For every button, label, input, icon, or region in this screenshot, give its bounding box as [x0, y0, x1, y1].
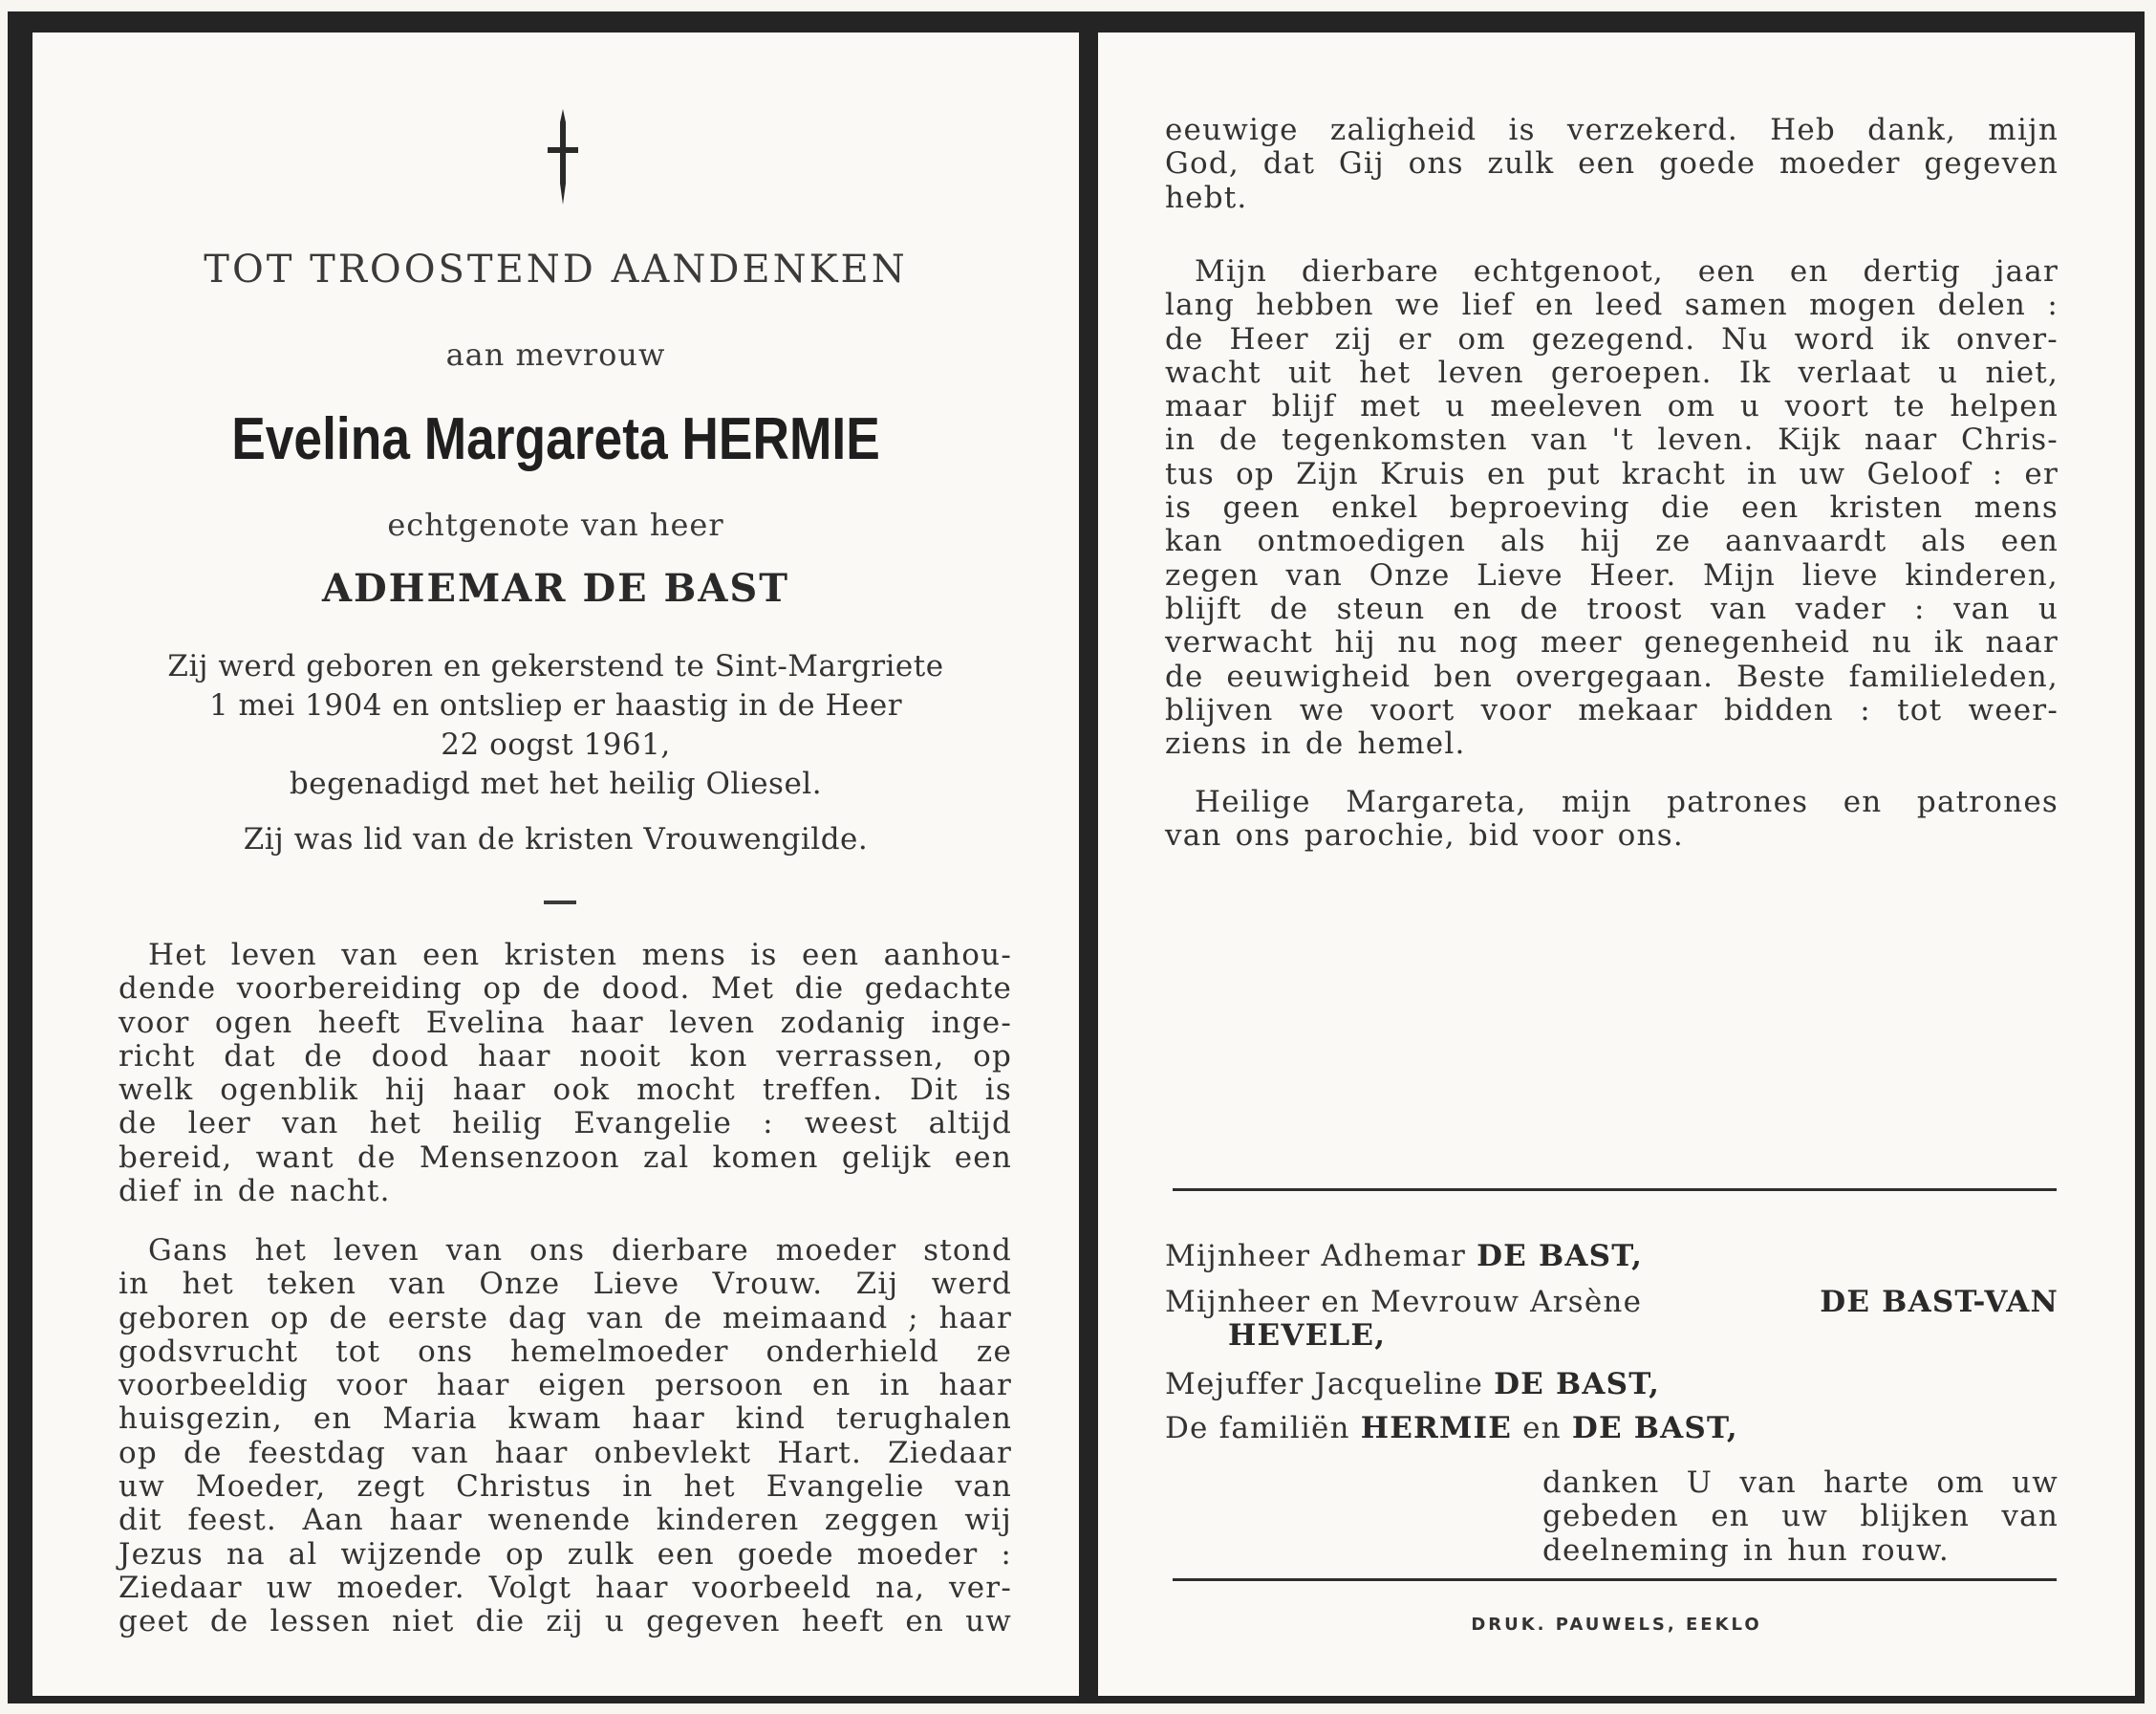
family-surname: DE BAST,	[1477, 1239, 1644, 1273]
cross-icon	[544, 109, 582, 205]
birth-line: begenadigd met het heilig Oliesel.	[289, 767, 823, 801]
text-line: geet de lessen niet die zij u gegeven heeft en uw	[119, 1604, 1012, 1639]
thanks-text	[1542, 1466, 2059, 1568]
right-page	[1098, 33, 2135, 1696]
family-line	[1165, 1285, 2059, 1319]
text-line: maar blijf met u meeleven om u voort te helpen	[1165, 389, 2059, 424]
text-line: voorbeeldig voor haar eigen persoon en in haar	[119, 1368, 1012, 1403]
left-page	[32, 33, 1079, 1696]
text-line: hebt.	[1165, 180, 1248, 215]
family-surname: HEVELE,	[1228, 1318, 1387, 1353]
birth-line: 22 oogst 1961,	[441, 727, 671, 762]
text-line: in het teken van Onze Lieve Vrouw. Zij werd	[119, 1267, 1012, 1302]
text-line: Heilige Margareta, mijn patrones en patrones	[1195, 785, 2059, 819]
printer-credit: DRUK. PAUWELS, EEKLO	[1471, 1615, 1762, 1635]
text-line: danken U van harte om uw	[1542, 1465, 2059, 1500]
spouse-of-label: echtgenote van heer	[387, 507, 724, 543]
text-line: Gans het leven van ons dierbare moeder stond	[148, 1233, 1012, 1268]
family-line	[1165, 1239, 2059, 1273]
text-line: Het leven van een kristen mens is een aanhou-	[148, 938, 1012, 972]
text-line: Jezus na al wijzende op zulk een goede moeder :	[119, 1536, 1012, 1572]
deceased-name: Evelina Margareta HERMIE	[231, 406, 880, 472]
family-line	[1165, 1411, 2059, 1445]
family-line	[1228, 1318, 2122, 1353]
text-line: dende voorbereiding op de dood. Met die gedachte	[119, 971, 1012, 1007]
text-line: van ons parochie, bid voor ons.	[1165, 818, 1684, 854]
family-line	[1165, 1367, 2059, 1401]
family-surname: DE BAST-VAN	[1820, 1285, 2059, 1319]
paragraph-right-1	[1165, 114, 2059, 215]
family-surname: DE BAST,	[1571, 1411, 1738, 1445]
family-text: Mijnheer Adhemar	[1165, 1239, 1477, 1273]
text-line: in de tegenkomsten van 't leven. Kijk naar Chris-	[1165, 423, 2059, 458]
text-line: dit feest. Aan haar wenende kinderen zeggen wij	[119, 1503, 1012, 1538]
birth-line: 1 mei 1904 en ontsliep er haastig in de Heer	[208, 688, 903, 723]
text-line: welk ogenblik hij haar ook mocht treffen. Dit is	[119, 1073, 1012, 1108]
paragraph-right-3	[1165, 786, 2059, 854]
text-line: Ziedaar uw moeder. Volgt haar voorbeeld na, ver-	[119, 1570, 1012, 1605]
text-line: is geen enkel beproeving die een kristen mens	[1165, 490, 2059, 526]
paragraph-left-2	[119, 1234, 1012, 1639]
paragraph-left-1	[119, 939, 1012, 1208]
birth-death-text	[32, 647, 1079, 804]
paragraph-right-2	[1165, 255, 2059, 761]
family-surname: HERMIE	[1360, 1411, 1513, 1445]
text-line: gebeden en uw blijken van	[1542, 1499, 2059, 1534]
text-line: richt dat de dood haar nooit kon verrassen, op	[119, 1038, 1012, 1074]
text-line: verwacht hij nu nog meer genegenheid nu ik naar	[1165, 625, 2059, 661]
guild-membership: Zij was lid van de kristen Vrouwengilde.	[243, 822, 869, 857]
text-line: lang hebben we lief en leed samen mogen delen :	[1165, 288, 2059, 323]
text-line: de eeuwigheid ben overgegaan. Beste familieleden,	[1165, 659, 2059, 694]
family-text: Mijnheer en Mevrouw Arsène	[1165, 1285, 1643, 1319]
divider-dash	[544, 900, 576, 904]
text-line: God, dat Gij ons zulk een goede moeder gegeven	[1165, 146, 2059, 182]
text-line: ziens in de hemel.	[1165, 727, 1466, 762]
divider-rule	[1173, 1578, 2057, 1581]
text-line: wacht uit het leven geroepen. Ik verlaat u niet,	[1165, 355, 2059, 390]
text-line: blijft de steun en de troost van vader : van u	[1165, 591, 2059, 626]
to-mrs-label: aan mevrouw	[445, 336, 666, 373]
text-line: uw Moeder, zegt Christus in het Evangelie van	[119, 1469, 1012, 1505]
text-line: huisgezin, en Maria kwam haar kind terughalen	[119, 1401, 1012, 1437]
text-line: geboren op de eerste dag van de meimaand ; haar	[119, 1300, 1012, 1335]
text-line: op de feestdag van haar onbevlekt Hart. Ziedaar	[119, 1435, 1012, 1470]
divider-rule	[1173, 1188, 2057, 1191]
text-line: zegen van Onze Lieve Heer. Mijn lieve kinderen,	[1165, 557, 2059, 593]
birth-line: Zij werd geboren en gekerstend te Sint-Margriete	[167, 649, 944, 683]
text-line: godsvrucht tot ons hemelmoeder onderhield ze	[119, 1334, 1012, 1369]
text-line: de Heer zij er om gezegend. Nu word ik onver-	[1165, 321, 2059, 357]
text-line: dief in de nacht.	[119, 1174, 391, 1209]
text-line: voor ogen heeft Evelina haar leven zodanig inge-	[119, 1005, 1012, 1040]
text-line: eeuwige zaligheid is verzekerd. Heb dank, mijn	[1165, 113, 2059, 147]
text-line: kan ontmoedigen als hij ze aanvaardt als een	[1165, 524, 2059, 559]
text-line: deelneming in hun rouw.	[1542, 1532, 1950, 1568]
text-line: de leer van het heilig Evangelie : weest altijd	[119, 1106, 1012, 1141]
header-title: TOT TROOSTEND AANDENKEN	[204, 248, 908, 292]
family-surname: DE BAST,	[1494, 1367, 1661, 1401]
family-text: en	[1512, 1411, 1572, 1445]
text-line: blijven we voort voor mekaar bidden : tot weer-	[1165, 692, 2059, 727]
text-line: tus op Zijn Kruis en put kracht in uw Geloof : er	[1165, 456, 2059, 491]
text-line: bereid, want de Mensenzoon zal komen gelijk een	[119, 1139, 1012, 1175]
text-line: Mijn dierbare echtgenoot, een en dertig jaar	[1195, 254, 2059, 289]
husband-name: ADHEMAR DE BAST	[321, 566, 790, 611]
family-text: Mejuffer Jacqueline	[1165, 1367, 1495, 1401]
family-text: De familiën	[1165, 1411, 1361, 1445]
memorial-card	[8, 11, 2145, 1703]
